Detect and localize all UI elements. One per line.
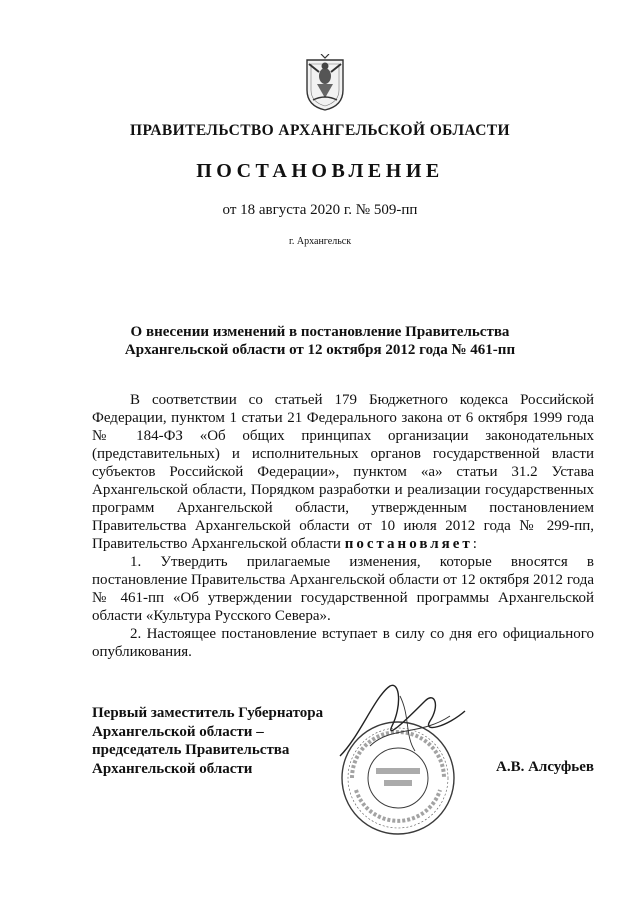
decree-word: постановляет (344, 536, 473, 552)
item-1: 1. Утвердить прилагаемые изменения, которые вносятся в постановление Правительства Архангельской области от 12 октября 2012 года № 461-пп «Об утверждении государственной программы Архангельской области «Культура Русского Севера». (92, 554, 594, 624)
document-date-number: от 18 августа 2020 г. № 509-пп (222, 202, 418, 218)
signatory-title-line-4: Архангельской области (92, 760, 253, 777)
coat-of-arms-icon (303, 54, 347, 112)
signatory-title-line-2: Архангельской области – (92, 723, 264, 740)
document-body (92, 391, 594, 661)
organization-name: ПРАВИТЕЛЬСТВО АРХАНГЕЛЬСКОЙ ОБЛАСТИ (129, 122, 510, 139)
signatory-name: А.В. Алсуфьев (496, 759, 594, 775)
subject-line-2: Архангельской области от 12 октября 2012 года № 461-пп (124, 342, 516, 358)
signatory-title-line-1: Первый заместитель Губернатора (92, 705, 324, 721)
decree-colon: : (472, 536, 477, 552)
signatory-title (92, 704, 352, 778)
item-2: 2. Настоящее постановление вступает в силу со дня его официального опубликования. (92, 626, 594, 660)
document-subject (100, 323, 540, 359)
signatory-title-line-3: председатель Правительства (92, 742, 290, 758)
document-type: ПОСТАНОВЛЕНИЕ (196, 160, 444, 182)
document-city: г. Архангельск (288, 236, 352, 247)
intro-paragraph (92, 391, 594, 553)
handwritten-signature (330, 676, 480, 766)
intro-text: В соответствии со статьей 179 Бюджетного кодекса Российской Федерации, пунктом 1 статьи 21 Федерального закона от 6 октября 1999 года № 184-ФЗ «Об общих принципах организации законодательных (представительных) и исполнительных органов государственной власти субъектов Российской Федерации», пунктом «а» статьи 31.2 Устава Архангельской области, Порядком разработки и реализации государственных программ Архангельской области, утвержденным постановлением Правительства Архангельской области от 10 июля 2012 года № 299-пп, Правительство Архангельской области (92, 392, 594, 552)
subject-line-1: О внесении изменений в постановление Правительства (130, 324, 510, 340)
